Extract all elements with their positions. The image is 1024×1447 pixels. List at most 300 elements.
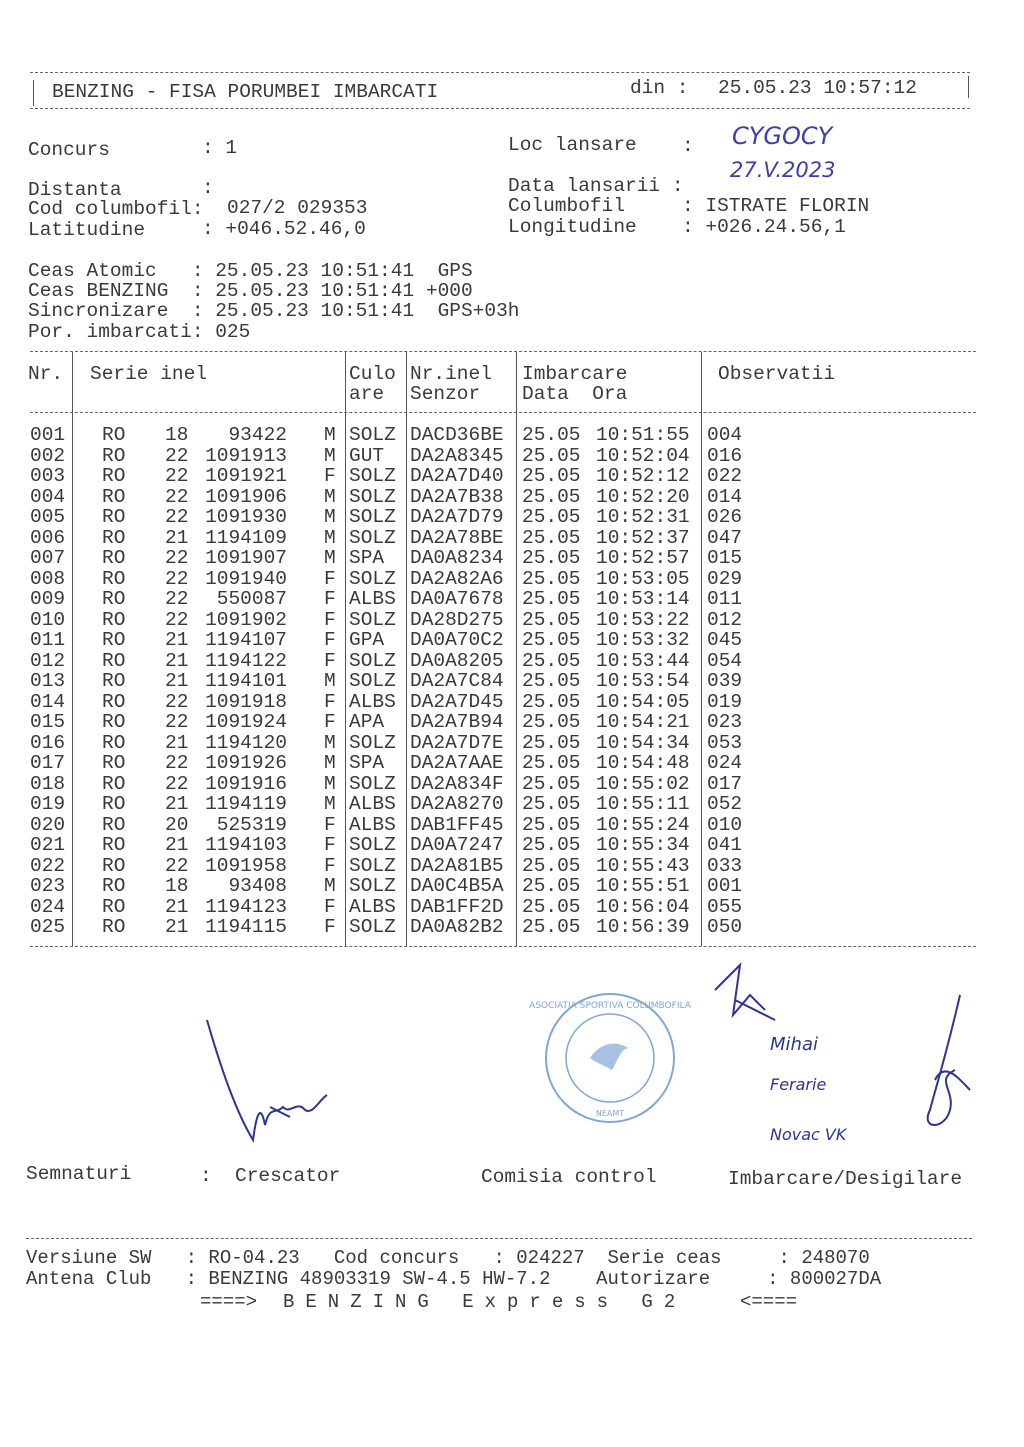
cell-ring-number: 1194103	[205, 834, 287, 856]
cell-time: 10:52:57	[596, 547, 690, 569]
cell-year: 20	[165, 813, 189, 836]
cell-country: RO	[102, 424, 126, 446]
distanta-value: :	[202, 177, 214, 199]
cell-observatii: 053	[707, 731, 743, 754]
cell-date: 25.05	[522, 567, 581, 590]
cell-time: 10:56:39	[596, 916, 690, 938]
cell-sensor: DA0A7678	[410, 588, 504, 610]
cell-observatii: 014	[707, 485, 743, 508]
cell-time: 10:51:55	[596, 424, 690, 446]
cell-country: RO	[102, 772, 126, 795]
cell-country: RO	[102, 567, 126, 590]
cell-color: ALBS	[349, 813, 396, 836]
cell-sex: F	[324, 629, 336, 651]
cell-country: RO	[102, 465, 126, 487]
cell-observatii: 052	[707, 793, 743, 815]
data-lansarii-label: Data lansarii :	[508, 175, 684, 197]
cell-nr: 021	[30, 834, 66, 856]
cell-ring-number: 1194109	[205, 526, 287, 549]
cell-sensor: DA2A7B38	[410, 485, 504, 508]
cell-sex: M	[324, 793, 336, 815]
cell-date: 25.05	[522, 444, 581, 467]
cell-nr: 009	[30, 588, 66, 610]
cell-sex: M	[324, 670, 336, 692]
cell-date: 25.05	[522, 793, 581, 815]
cell-observatii: 012	[707, 608, 743, 631]
cell-country: RO	[102, 444, 126, 467]
cell-time: 10:52:12	[596, 465, 690, 487]
cell-nr: 013	[30, 670, 66, 692]
cell-nr: 019	[30, 793, 66, 815]
loc-lansare-label: Loc lansare	[508, 134, 637, 156]
cell-color: SOLZ	[349, 465, 396, 487]
cell-date: 25.05	[522, 690, 581, 713]
cell-nr: 004	[30, 485, 66, 508]
cell-sex: F	[324, 608, 336, 631]
cell-date: 25.05	[522, 485, 581, 508]
cell-time: 10:52:04	[596, 444, 690, 467]
cell-observatii: 016	[707, 444, 743, 467]
cell-ring-number: 1091907	[205, 547, 287, 569]
cell-color: SPA	[349, 547, 385, 569]
cell-sensor: DA2A7AAE	[410, 752, 504, 774]
cell-sex: M	[324, 506, 336, 528]
cell-date: 25.05	[522, 670, 581, 692]
cell-ring-number: 1091930	[205, 506, 287, 528]
cell-observatii: 001	[707, 875, 743, 897]
cell-sensor: DA2A7D7E	[410, 731, 504, 754]
cell-sex: F	[324, 588, 336, 610]
cell-sex: M	[324, 424, 336, 446]
header-right-border	[968, 76, 969, 98]
cell-country: RO	[102, 834, 126, 856]
cell-time: 10:55:51	[596, 875, 690, 897]
cell-time: 10:56:04	[596, 895, 690, 918]
cell-date: 25.05	[522, 813, 581, 836]
cell-date: 25.05	[522, 465, 581, 487]
cell-time: 10:53:44	[596, 649, 690, 672]
print-datetime: 25.05.23 10:57:12	[718, 77, 917, 99]
cell-sensor: DA2A7C84	[410, 670, 504, 692]
cell-date: 25.05	[522, 424, 581, 446]
cell-ring-number: 1091902	[205, 608, 287, 631]
porumbei-imbarcati: Por. imbarcati: 025	[28, 321, 251, 343]
cell-nr: 016	[30, 731, 66, 754]
cell-sensor: DA2A78BE	[410, 526, 504, 549]
cell-time: 10:55:02	[596, 772, 690, 795]
cell-year: 21	[165, 895, 189, 918]
cell-observatii: 015	[707, 547, 743, 569]
col-imbarcare-2: Data Ora	[522, 383, 628, 405]
cell-time: 10:52:20	[596, 485, 690, 508]
cell-year: 22	[165, 752, 189, 774]
cell-nr: 022	[30, 854, 66, 877]
cell-sex: M	[324, 485, 336, 508]
header-top-rule	[30, 72, 970, 73]
col-divider	[345, 352, 346, 946]
cod-columbofil-value: 027/2 029353	[227, 197, 368, 219]
cell-time: 10:54:21	[596, 711, 690, 733]
cell-color: GPA	[349, 629, 385, 651]
cell-time: 10:53:14	[596, 588, 690, 610]
cell-nr: 008	[30, 567, 66, 590]
cell-observatii: 029	[707, 567, 743, 590]
cell-date: 25.05	[522, 731, 581, 754]
cell-color: SOLZ	[349, 875, 396, 897]
cell-sex: M	[324, 731, 336, 754]
cell-year: 18	[165, 424, 189, 446]
cell-observatii: 047	[707, 526, 743, 549]
col-divider	[406, 352, 407, 946]
cell-time: 10:53:05	[596, 567, 690, 590]
document-title: BENZING - FISA PORUMBEI IMBARCATI	[52, 81, 439, 103]
cell-country: RO	[102, 649, 126, 672]
cell-ring-number: 1091958	[205, 854, 287, 877]
cell-date: 25.05	[522, 834, 581, 856]
cell-sex: M	[324, 526, 336, 549]
cell-color: SOLZ	[349, 485, 396, 508]
cell-observatii: 055	[707, 895, 743, 918]
cell-color: ALBS	[349, 793, 396, 815]
concurs-label: Concurs	[28, 139, 110, 161]
cell-year: 22	[165, 444, 189, 467]
cell-observatii: 045	[707, 629, 743, 651]
cell-date: 25.05	[522, 752, 581, 774]
cell-observatii: 039	[707, 670, 743, 692]
semnaturi-colon: :	[200, 1165, 212, 1187]
cell-sex: F	[324, 649, 336, 672]
longitudine-label: Longitudine	[508, 216, 637, 238]
cell-country: RO	[102, 690, 126, 713]
cell-country: RO	[102, 547, 126, 569]
cell-nr: 002	[30, 444, 66, 467]
cell-sex: M	[324, 444, 336, 467]
cell-sex: F	[324, 711, 336, 733]
cell-nr: 007	[30, 547, 66, 569]
latitudine-label: Latitudine	[28, 219, 146, 241]
cell-color: ALBS	[349, 895, 396, 918]
cell-color: SPA	[349, 752, 385, 774]
cell-sensor: DA0A8205	[410, 649, 504, 672]
cell-sex: M	[324, 772, 336, 795]
cell-observatii: 011	[707, 588, 743, 610]
cell-sex: M	[324, 547, 336, 569]
cell-observatii: 054	[707, 649, 743, 672]
columbofil-value: : ISTRATE FLORIN	[682, 195, 870, 217]
latitudine-value: : +046.52.46,0	[202, 218, 366, 240]
cell-sensor: DACD36BE	[410, 424, 504, 446]
cell-time: 10:55:34	[596, 834, 690, 856]
cell-nr: 006	[30, 526, 66, 549]
cell-ring-number: 1091916	[205, 772, 287, 795]
cell-sensor: DAB1FF45	[410, 813, 504, 836]
cell-sensor: DA0A7247	[410, 834, 504, 856]
col-observatii: Observatii	[718, 363, 836, 385]
cell-country: RO	[102, 608, 126, 631]
cell-sensor: DA2A8345	[410, 444, 504, 467]
cell-sensor: DA0A82B2	[410, 916, 504, 938]
cell-sex: M	[324, 752, 336, 774]
cell-sex: F	[324, 895, 336, 918]
cell-ring-number: 93408	[228, 875, 287, 897]
concurs-value: : 1	[202, 137, 238, 159]
footer-arrow-right: <====	[740, 1291, 798, 1313]
handwritten-name: Ferarie	[770, 1075, 827, 1094]
longitudine-value: : +026.24.56,1	[682, 216, 846, 238]
semnaturi-label: Semnaturi	[26, 1163, 132, 1185]
cell-year: 21	[165, 526, 189, 549]
columbofil-label: Columbofil	[508, 195, 626, 217]
cell-nr: 023	[30, 875, 66, 897]
cell-observatii: 023	[707, 711, 743, 733]
cell-year: 22	[165, 588, 189, 610]
cell-sensor: DA0C4B5A	[410, 875, 504, 897]
cell-country: RO	[102, 813, 126, 836]
cell-sensor: DAB1FF2D	[410, 895, 504, 918]
cell-country: RO	[102, 752, 126, 774]
cell-ring-number: 1091926	[205, 752, 287, 774]
cell-color: SOLZ	[349, 731, 396, 754]
cell-sensor: DA0A70C2	[410, 629, 504, 651]
club-stamp	[529, 988, 691, 1128]
cell-ring-number: 1091940	[205, 567, 287, 590]
stamp-bottom: NEAMT	[595, 1109, 625, 1118]
loc-lansare-colon: :	[682, 135, 694, 157]
cell-sensor: DA2A8270	[410, 793, 504, 815]
cell-ring-number: 93422	[228, 424, 287, 446]
cell-nr: 020	[30, 813, 66, 836]
table-top-rule	[30, 351, 976, 352]
footer-line-2: Antena Club : BENZING 48903319 SW-4.5 HW-7.2 Autorizare : 800027DA	[26, 1268, 882, 1290]
cell-sensor: DA28D275	[410, 608, 504, 631]
cell-year: 22	[165, 854, 189, 877]
cell-ring-number: 1091913	[205, 444, 287, 467]
cell-sensor: DA2A7D45	[410, 690, 504, 713]
distanta-label: Distanta	[28, 179, 122, 201]
cell-observatii: 010	[707, 813, 743, 836]
cell-color: ALBS	[349, 588, 396, 610]
cell-time: 10:53:54	[596, 670, 690, 692]
cell-sex: F	[324, 465, 336, 487]
cell-color: SOLZ	[349, 506, 396, 528]
header-bottom-rule	[30, 108, 970, 109]
ceas-atomic: Ceas Atomic : 25.05.23 10:51:41 GPS	[28, 260, 473, 282]
cell-sex: F	[324, 813, 336, 836]
cell-time: 10:55:24	[596, 813, 690, 836]
cell-date: 25.05	[522, 711, 581, 733]
cell-ring-number: 1194119	[205, 793, 287, 815]
cell-observatii: 004	[707, 424, 743, 446]
footer-rule	[26, 1238, 972, 1239]
date-label: din :	[630, 77, 689, 99]
cell-sensor: DA2A7D40	[410, 465, 504, 487]
cell-country: RO	[102, 485, 126, 508]
comisia-label: Comisia control	[481, 1166, 657, 1188]
cell-color: SOLZ	[349, 772, 396, 795]
cell-year: 21	[165, 793, 189, 815]
cell-color: SOLZ	[349, 834, 396, 856]
col-culoare-2: are	[349, 383, 385, 405]
imbarcare-desigilare-label: Imbarcare/Desigilare	[728, 1168, 963, 1190]
cell-country: RO	[102, 506, 126, 528]
table-header-rule	[30, 412, 976, 413]
cell-year: 22	[165, 608, 189, 631]
col-divider	[516, 352, 517, 946]
control-signatures	[705, 960, 985, 1160]
cell-year: 22	[165, 485, 189, 508]
cell-nr: 014	[30, 690, 66, 713]
cell-nr: 001	[30, 424, 66, 446]
cell-date: 25.05	[522, 916, 581, 938]
cell-ring-number: 1194101	[205, 670, 287, 692]
cell-observatii: 024	[707, 752, 743, 774]
cell-ring-number: 1194120	[205, 731, 287, 754]
cell-observatii: 033	[707, 854, 743, 877]
cell-ring-number: 1194107	[205, 629, 287, 651]
cell-time: 10:52:31	[596, 506, 690, 528]
cell-observatii: 026	[707, 506, 743, 528]
cell-sex: F	[324, 690, 336, 713]
col-inel-1: Nr.inel	[410, 363, 492, 385]
cell-year: 22	[165, 465, 189, 487]
cell-year: 22	[165, 711, 189, 733]
cell-time: 10:54:05	[596, 690, 690, 713]
cell-sex: F	[324, 854, 336, 877]
cell-ring-number: 1194122	[205, 649, 287, 672]
cell-country: RO	[102, 526, 126, 549]
data-lansarii-handwritten: 27.V.2023	[730, 158, 836, 182]
col-culoare-1: Culo	[349, 363, 396, 385]
cell-date: 25.05	[522, 772, 581, 795]
cell-time: 10:54:48	[596, 752, 690, 774]
cell-date: 25.05	[522, 506, 581, 528]
table-bottom-rule	[30, 946, 976, 947]
cell-date: 25.05	[522, 526, 581, 549]
cell-date: 25.05	[522, 895, 581, 918]
crescator-signature	[195, 1015, 345, 1145]
handwritten-name: Novac VK	[770, 1125, 847, 1144]
cell-country: RO	[102, 793, 126, 815]
header-left-border	[33, 80, 34, 106]
cell-nr: 025	[30, 916, 66, 938]
cell-date: 25.05	[522, 875, 581, 897]
cell-country: RO	[102, 731, 126, 754]
cell-date: 25.05	[522, 547, 581, 569]
cell-ring-number: 1091918	[205, 690, 287, 713]
cell-country: RO	[102, 875, 126, 897]
loc-lansare-handwritten: CYGOCY	[732, 122, 833, 150]
cell-nr: 003	[30, 465, 66, 487]
sincronizare: Sincronizare : 25.05.23 10:51:41 GPS+03h	[28, 300, 520, 322]
cell-color: SOLZ	[349, 916, 396, 938]
cell-color: SOLZ	[349, 670, 396, 692]
cell-date: 25.05	[522, 854, 581, 877]
cell-nr: 011	[30, 629, 66, 651]
cell-date: 25.05	[522, 649, 581, 672]
cell-sex: F	[324, 567, 336, 590]
footer-arrow-left: ====>	[200, 1291, 258, 1313]
cell-ring-number: 1091906	[205, 485, 287, 508]
cell-year: 22	[165, 772, 189, 795]
cell-year: 22	[165, 506, 189, 528]
cell-country: RO	[102, 588, 126, 610]
cell-color: ALBS	[349, 690, 396, 713]
cell-country: RO	[102, 629, 126, 651]
cell-sensor: DA2A834F	[410, 772, 504, 795]
handwritten-name: Mihai	[770, 1034, 818, 1055]
cod-columbofil-label: Cod columbofil:	[28, 198, 204, 220]
footer-line-1: Versiune SW : RO-04.23 Cod concurs : 024227 Serie ceas : 248070	[26, 1247, 870, 1269]
cell-nr: 024	[30, 895, 66, 918]
cell-time: 10:52:37	[596, 526, 690, 549]
cell-nr: 005	[30, 506, 66, 528]
cell-time: 10:53:32	[596, 629, 690, 651]
cell-sex: F	[324, 916, 336, 938]
cell-date: 25.05	[522, 588, 581, 610]
ceas-benzing: Ceas BENZING : 25.05.23 10:51:41 +000	[28, 280, 473, 302]
cell-country: RO	[102, 711, 126, 733]
cell-color: SOLZ	[349, 567, 396, 590]
cell-year: 22	[165, 567, 189, 590]
cell-year: 22	[165, 547, 189, 569]
cell-time: 10:54:34	[596, 731, 690, 754]
cell-sensor: DA2A7B94	[410, 711, 504, 733]
cell-time: 10:55:11	[596, 793, 690, 815]
cell-sensor: DA2A7D79	[410, 506, 504, 528]
cell-nr: 017	[30, 752, 66, 774]
cell-ring-number: 1194115	[205, 916, 287, 938]
cell-date: 25.05	[522, 608, 581, 631]
col-inel-2: Senzor	[410, 383, 481, 405]
cell-year: 21	[165, 834, 189, 856]
cell-ring-number: 1091921	[205, 465, 287, 487]
col-imbarcare-1: Imbarcare	[522, 363, 628, 385]
cell-country: RO	[102, 670, 126, 692]
cell-observatii: 017	[707, 772, 743, 795]
col-divider	[701, 352, 702, 946]
cell-color: SOLZ	[349, 649, 396, 672]
cell-year: 21	[165, 731, 189, 754]
cell-color: APA	[349, 711, 385, 733]
cell-color: SOLZ	[349, 854, 396, 877]
cell-sensor: DA0A8234	[410, 547, 504, 569]
cell-date: 25.05	[522, 629, 581, 651]
cell-nr: 018	[30, 772, 66, 795]
cell-time: 10:53:22	[596, 608, 690, 631]
cell-color: GUT	[349, 444, 385, 467]
cell-color: SOLZ	[349, 608, 396, 631]
cell-year: 21	[165, 629, 189, 651]
cell-sensor: DA2A82A6	[410, 567, 504, 590]
col-divider	[72, 352, 73, 946]
cell-observatii: 019	[707, 690, 743, 713]
cell-nr: 015	[30, 711, 66, 733]
cell-observatii: 041	[707, 834, 743, 856]
crescator-label: Crescator	[235, 1165, 341, 1187]
cell-ring-number: 1194123	[205, 895, 287, 918]
col-serie-inel: Serie inel	[90, 363, 208, 385]
col-nr: Nr.	[28, 363, 64, 385]
cell-sex: F	[324, 834, 336, 856]
cell-ring-number: 550087	[216, 588, 287, 610]
cell-time: 10:55:43	[596, 854, 690, 877]
cell-year: 18	[165, 875, 189, 897]
cell-nr: 010	[30, 608, 66, 631]
cell-country: RO	[102, 916, 126, 938]
cell-sex: M	[324, 875, 336, 897]
cell-ring-number: 1091924	[205, 711, 287, 733]
cell-country: RO	[102, 854, 126, 877]
